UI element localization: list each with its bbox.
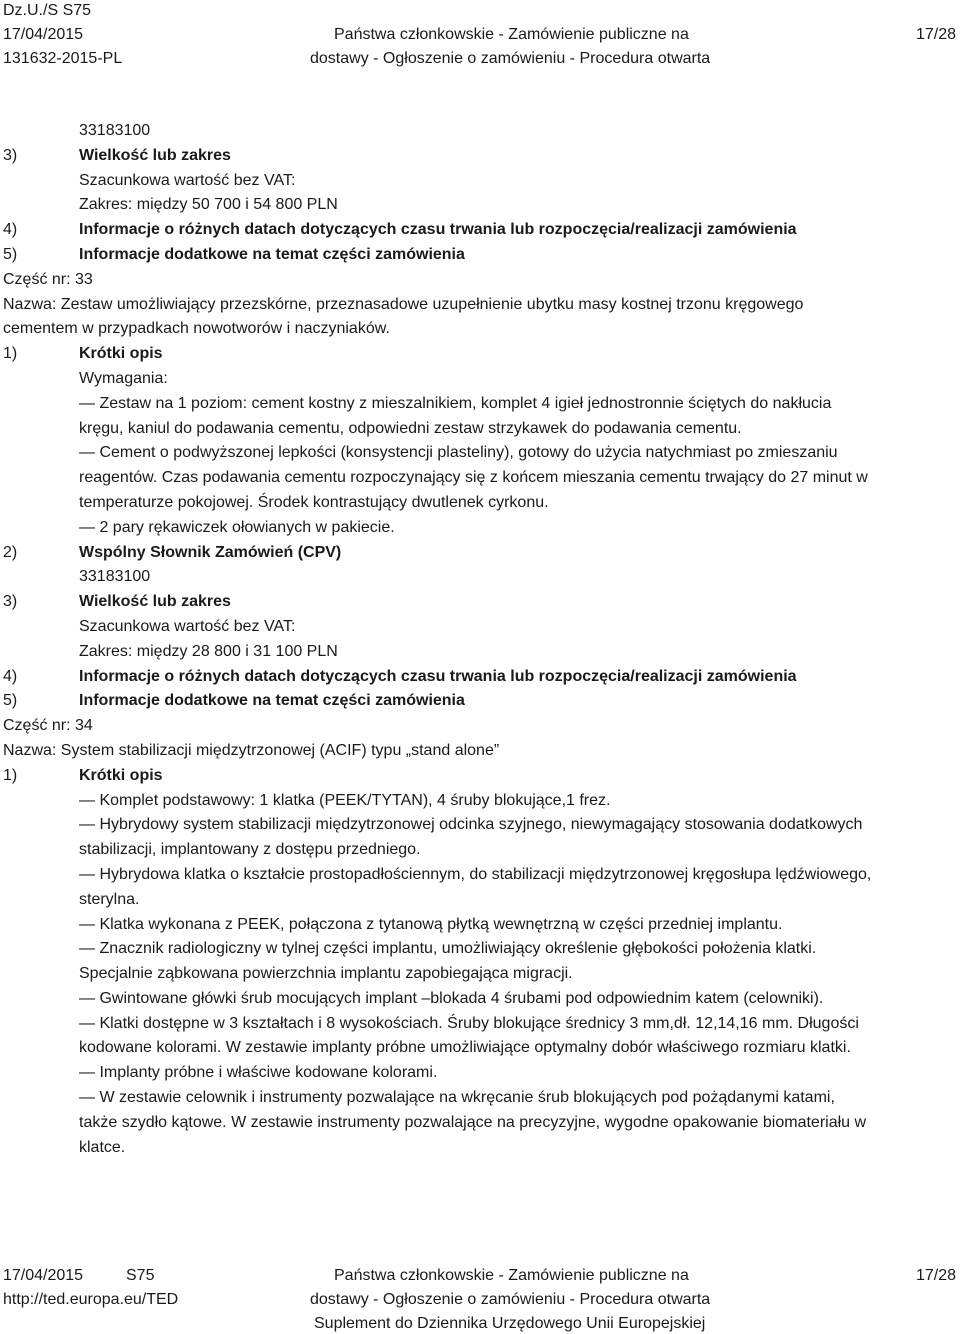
header-date: 17/04/2015 [3,26,84,43]
section-number: 3) [3,593,18,611]
footer-supplement: Suplement do Dziennika Urzędowego Unii Europejskiej [314,1315,706,1332]
part-name-line: cementem w przypadkach nowotworów i naczyniaków. [3,320,390,338]
description-line: — Cement o podwyższonej lepkości (konsystencji plasteliny), gotowy do użycia natychmiast po zmieszaniu [79,444,838,462]
description-line: — Znacznik radiologiczny w tylnej części implantu, umożliwiający określenie głębokości położenia klatki. [79,940,817,958]
part-name-line: Nazwa: Zestaw umożliwiający przezskórne, przeznasadowe uzupełnienie ubytku masy kostnej trzonu kręgowego [3,295,804,313]
description-line: — Komplet podstawowy: 1 klatka (PEEK/TYTAN), 4 śruby blokujące,1 frez. [79,791,611,809]
description-line: sterylna. [79,890,140,908]
section-number: 4) [3,667,18,685]
description-line: kręgu, kaniul do podawania cementu, odpowiedni zestaw strzykawek do podawania cementu. [79,419,742,437]
part-name-line: Nazwa: System stabilizacji międzytrzonowej (ACIF) typu „stand alone” [3,741,500,759]
section-heading [0,541,960,566]
description-line: temperaturze pokojowej. Środek kontrastujący dwutlenek cyrkonu. [79,493,549,511]
description-line: reagentów. Czas podawania cementu rozpoczynający się z końcem mieszania cementu trwający do 27 minut w [79,469,868,487]
section-title: Informacje o różnych datach dotyczących czasu trwania lub rozpoczęcia/realizacji zamówienia [79,667,797,685]
footer-url-link[interactable]: http://ted.europa.eu/TED [3,1291,179,1308]
journal-reference: Dz.U./S S75 [3,2,92,19]
section-title: Krótki opis [79,345,163,363]
cpv-code: 33183100 [79,568,151,586]
section-heading [0,590,960,615]
description-line: — Hybrydowy system stabilizacji międzytrzonowej odcinka szyjnego, niewymagający stosowania dodatkowych [79,816,863,834]
description-line: — Klatka wykonana z PEEK, połączona z tytanową płytką wewnętrzną w części przedniej implantu. [79,915,783,933]
section-number: 1) [3,766,18,784]
footer-page-number: 17/28 [915,1267,956,1284]
section-number: 4) [3,221,18,239]
description-line: — W zestawie celownik i instrumenty pozwalające na wkręcanie śrub blokujących pod pożądanymi katami, [79,1089,835,1107]
section-heading [0,665,960,690]
estimated-value-label: Szacunkowa wartość bez VAT: [79,171,296,189]
description-line: — Gwintowane główki śrub mocujących implant –blokada 4 śrubami pod odpowiednim katem (celowniki). [79,989,824,1007]
header-title-line1: Państwa członkowskie - Zamówienie publiczne na [334,26,689,43]
description-line: — Implanty próbne i właściwe kodowane kolorami. [79,1064,438,1082]
value-range: Zakres: między 50 700 i 54 800 PLN [79,196,338,214]
section-number: 5) [3,692,18,710]
estimated-value-label: Szacunkowa wartość bez VAT: [79,617,296,635]
description-line: klatce. [79,1138,126,1156]
footer-title-line2: dostawy - Ogłoszenie o zamówieniu - Procedura otwarta [310,1291,711,1308]
section-title: Wielkość lub zakres [79,146,231,164]
description-line: stabilizacji, implantowany z dostępu przedniego. [79,841,421,859]
section-number: 1) [3,345,18,363]
description-line: — Hybrydowa klatka o kształcie prostopadłościennym, do stabilizacji międzytrzonowej kręgosłupa lędźwiowego, [79,865,872,883]
requirements-label: Wymagania: [79,369,168,387]
header-document-id: 131632-2015-PL [3,50,123,67]
section-title: Wspólny Słownik Zamówień (CPV) [79,543,342,561]
header-page-number: 17/28 [915,26,956,43]
part-number: Część nr: 34 [3,717,93,735]
section-heading [0,764,960,789]
description-line: kodowane kolorami. W zestawie implanty próbne umożliwiające optymalny dobór właściwego rozmiaru klatki. [79,1039,851,1057]
section-heading [0,243,960,268]
section-heading [0,342,960,367]
section-heading [0,689,960,714]
section-number: 3) [3,146,18,164]
cpv-code: 33183100 [79,122,151,139]
section-title: Informacje dodatkowe na temat części zamówienia [79,245,465,263]
section-title: Informacje dodatkowe na temat części zamówienia [79,692,465,710]
section-heading [0,144,960,169]
description-line: Specjalnie ząbkowana powierzchnia implantu zapobiegająca migracji. [79,965,573,983]
section-number: 5) [3,245,18,263]
section-title: Krótki opis [79,766,163,784]
description-line: — Klatki dostępne w 3 kształtach i 8 wysokościach. Śruby blokujące średnicy 3 mm,dł. 12,14,16 mm. Długości [79,1014,859,1032]
description-line: także szydło kątowe. W zestawie instrumenty pozwalające na precyzyjne, wygodne opakowanie biomateriału w [79,1113,867,1131]
value-range: Zakres: między 28 800 i 31 100 PLN [79,642,338,660]
footer-series: S75 [126,1267,155,1284]
section-number: 2) [3,543,18,561]
footer-title-line1: Państwa członkowskie - Zamówienie publiczne na [334,1267,689,1284]
section-heading [0,218,960,243]
document-body [0,119,960,1160]
section-title: Informacje o różnych datach dotyczących czasu trwania lub rozpoczęcia/realizacji zamówienia [79,221,797,239]
part-number: Część nr: 33 [3,270,93,288]
header-title-line2: dostawy - Ogłoszenie o zamówieniu - Procedura otwarta [310,50,711,67]
description-line: — Zestaw na 1 poziom: cement kostny z mieszalnikiem, komplet 4 igieł jednostronnie ściętych do nakłucia [79,394,832,412]
footer-date: 17/04/2015 [3,1267,84,1284]
description-line: — 2 pary rękawiczek ołowianych w pakiecie. [79,518,395,536]
section-title: Wielkość lub zakres [79,593,231,611]
